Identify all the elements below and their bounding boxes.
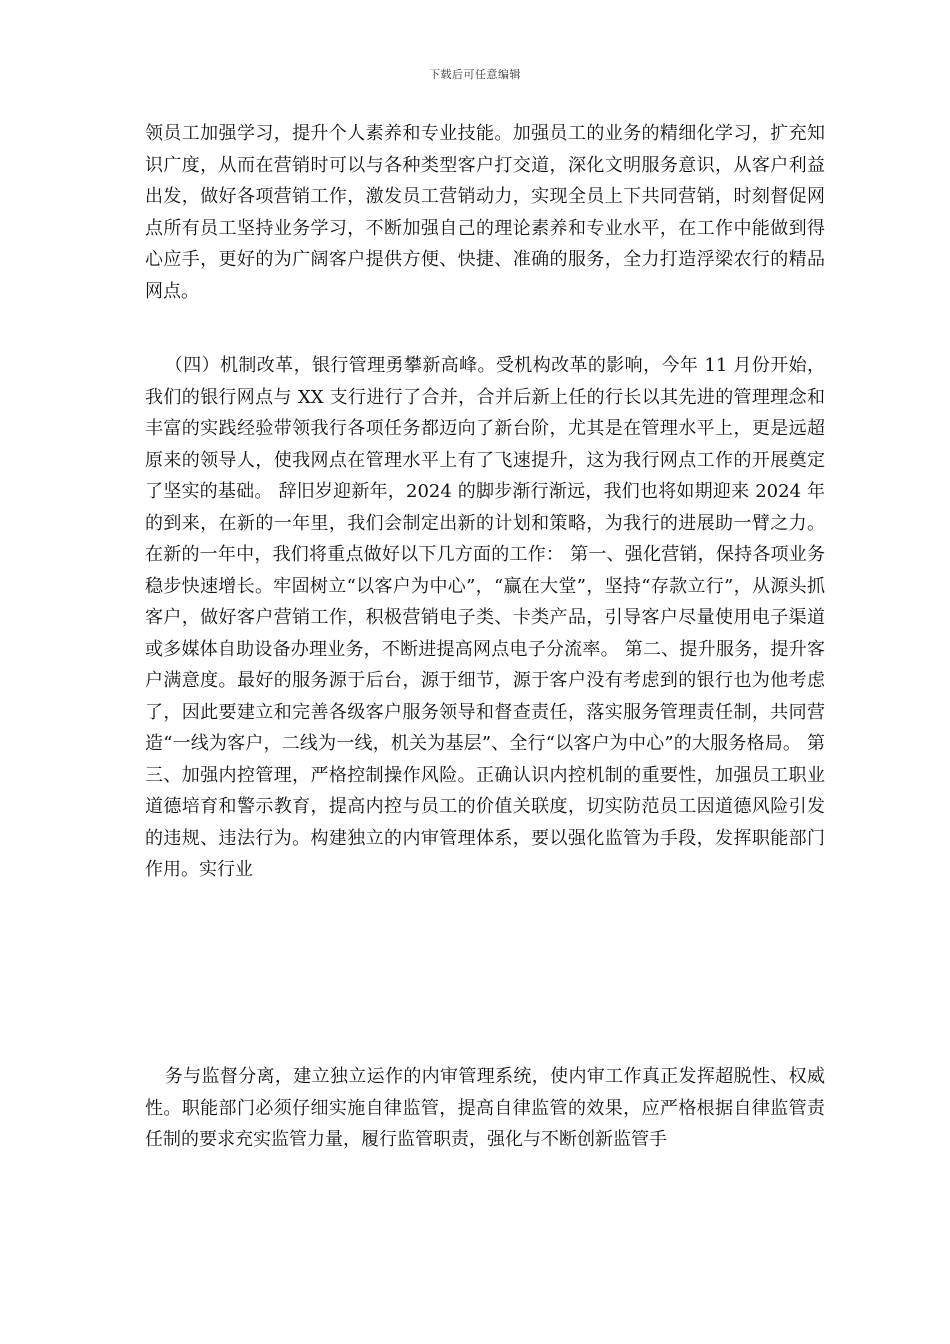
paragraph-3: 务与监督分离，建立独立运作的内审管理系统，使内审工作真正发挥超脱性、权威性。职能部门必须仔细实施自律监管，提高自律监管的效果，应严格根据自律监管责任制的要求充实监管力量，履行监管职责，强化与不断创新监管手 xyxy=(145,1066,825,1150)
paragraph-1: 领员工加强学习，提升个人素养和专业技能。加强员工的业务的精细化学习，扩充知识广度，从而在营销时可以与各种类型客户打交道，深化文明服务意识，从客户利益出发，做好各项营销工作，激发员工营销动力，实现全员上下共同营销，时刻督促网点所有员工坚持业务学习，不断加强自己的理论素养和专业水平，在工作中能做到得心应手，更好的为广阔客户提供方便、快捷、准确的服务，全力打造浮梁农行的精品网点。 xyxy=(145,123,825,302)
page-header: 下载后可任意编辑 xyxy=(429,68,521,81)
paragraph-2: （四）机制改革，银行管理勇攀新高峰。受机构改革的影响，今年 11 月份开始，我们的银行网点与 XX 支行进行了合并，合并后新上任的行长以其先进的管理理念和丰富的实践经验带领我行各项任务都迈向了新台阶，尤其是在管理水平上，更是远超原来的领导人，使我网点在管理水平上有了飞速提升，这为我行网点工作的开展奠定了坚实的基础。 辞旧岁迎新年，2024 的脚步渐行渐远，我们也将如期迎来 2024 年的到来，在新的一年里，我们会制定出新的计划和策略，为我行的进展助一臂之力。在新的一年中，我们将重点做好以下几方面的工作： 第一、强化营销，保持各项业务稳步快速增长。牢固树立“以客户为中心”，“赢在大堂”，坚持“存款立行”，从源头抓客户，做好客户营销工作，积极营销电子类、卡类产品，引导客户尽量使用电子渠道或多媒体自助设备办理业务，不断进提高网点电子分流率。 第二、提升服务，提升客户满意度。最好的服务源于后台，源于细节，源于客户没有考虑到的银行也为他考虑了，因此要建立和完善各级客户服务领导和督查责任，落实服务管理责任制，共同营造“一线为客户，二线为一线，机关为基层”、全行“以客户为中心”的大服务格局。 第三、加强内控管理，严格控制操作风险。正确认识内控机制的重要性，加强员工职业道德培育和警示教育，提高内控与员工的价值关联度，切实防范员工因道德风险引发的违规、违法行为。构建独立的内审管理体系，要以强化监管为手段，发挥职能部门作用。实行业 xyxy=(145,355,825,880)
